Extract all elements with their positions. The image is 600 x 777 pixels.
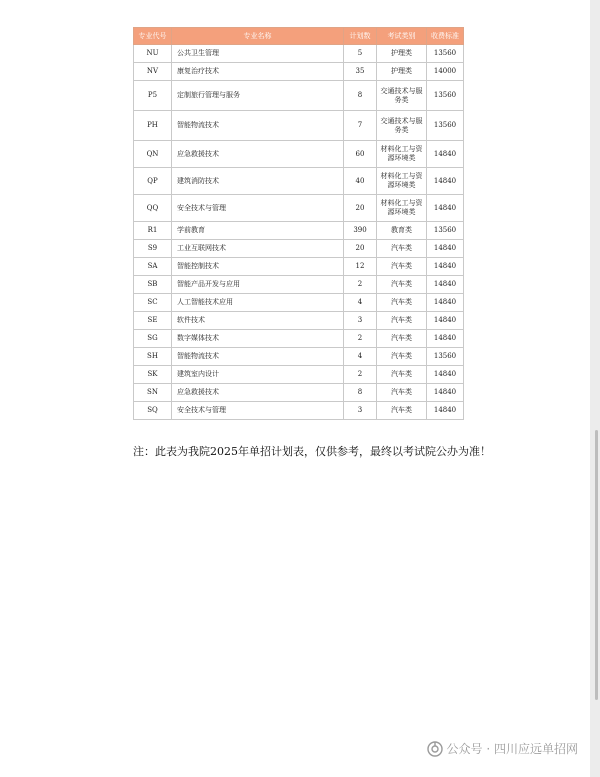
cell-category: 汽车类 [377, 366, 427, 384]
cell-name: 学前教育 [172, 222, 344, 240]
cell-category: 汽车类 [377, 384, 427, 402]
cell-plan: 3 [344, 402, 377, 420]
cell-fee: 14840 [427, 384, 464, 402]
cell-category: 汽车类 [377, 258, 427, 276]
table-row [134, 294, 464, 312]
wechat-icon [427, 741, 443, 757]
cell-plan: 40 [344, 168, 377, 195]
vertical-scrollbar[interactable] [595, 430, 598, 700]
cell-code: SG [134, 330, 172, 348]
cell-code: SQ [134, 402, 172, 420]
header-category: 考试类别 [377, 28, 427, 45]
wechat-source-watermark [427, 740, 578, 757]
cell-category: 教育类 [377, 222, 427, 240]
cell-fee: 13560 [427, 111, 464, 141]
footer-account-name: 公众号 · 四川应远单招网 [446, 742, 578, 756]
cell-fee: 14840 [427, 141, 464, 168]
cell-category: 交通技术与服务类 [377, 81, 427, 111]
cell-code: QP [134, 168, 172, 195]
cell-plan: 2 [344, 330, 377, 348]
cell-category: 汽车类 [377, 348, 427, 366]
table-row [134, 222, 464, 240]
table-row [134, 45, 464, 63]
cell-category: 汽车类 [377, 402, 427, 420]
table-row [134, 312, 464, 330]
cell-plan: 4 [344, 294, 377, 312]
header-code: 专业代号 [134, 28, 172, 45]
cell-code: SN [134, 384, 172, 402]
cell-plan: 20 [344, 240, 377, 258]
cell-name: 工业互联网技术 [172, 240, 344, 258]
cell-code: SB [134, 276, 172, 294]
cell-code: SK [134, 366, 172, 384]
cell-fee: 13560 [427, 222, 464, 240]
cell-plan: 35 [344, 63, 377, 81]
table-body [134, 45, 464, 420]
header-name: 专业名称 [172, 28, 344, 45]
footnote: 注：此表为我院2025年单招计划表，仅供参考，最终以考试院公办为准！ [133, 445, 491, 458]
table-row [134, 402, 464, 420]
cell-category: 汽车类 [377, 330, 427, 348]
cell-plan: 2 [344, 276, 377, 294]
cell-code: SC [134, 294, 172, 312]
cell-code: NV [134, 63, 172, 81]
cell-category: 材料化工与资源环境类 [377, 195, 427, 222]
cell-plan: 60 [344, 141, 377, 168]
cell-category: 材料化工与资源环境类 [377, 141, 427, 168]
cell-plan: 5 [344, 45, 377, 63]
cell-name: 智能控制技术 [172, 258, 344, 276]
cell-name: 数字媒体技术 [172, 330, 344, 348]
cell-plan: 8 [344, 81, 377, 111]
cell-name: 软件技术 [172, 312, 344, 330]
cell-plan: 12 [344, 258, 377, 276]
cell-fee: 14840 [427, 168, 464, 195]
cell-fee: 13560 [427, 81, 464, 111]
cell-code: QN [134, 141, 172, 168]
cell-fee: 14840 [427, 366, 464, 384]
table-row [134, 276, 464, 294]
cell-category: 汽车类 [377, 294, 427, 312]
cell-plan: 8 [344, 384, 377, 402]
cell-name: 智能物流技术 [172, 111, 344, 141]
cell-code: S9 [134, 240, 172, 258]
cell-fee: 14840 [427, 402, 464, 420]
table-row [134, 258, 464, 276]
table-row [134, 366, 464, 384]
cell-name: 应急救援技术 [172, 141, 344, 168]
cell-category: 汽车类 [377, 276, 427, 294]
cell-plan: 2 [344, 366, 377, 384]
table-row [134, 81, 464, 111]
cell-plan: 3 [344, 312, 377, 330]
table-row [134, 168, 464, 195]
header-fee: 收费标准 [427, 28, 464, 45]
cell-name: 公共卫生管理 [172, 45, 344, 63]
cell-fee: 13560 [427, 45, 464, 63]
cell-name: 建筑消防技术 [172, 168, 344, 195]
table-row [134, 348, 464, 366]
table-row [134, 111, 464, 141]
cell-name: 智能产品开发与应用 [172, 276, 344, 294]
cell-name: 安全技术与管理 [172, 402, 344, 420]
cell-name: 智能物流技术 [172, 348, 344, 366]
cell-plan: 20 [344, 195, 377, 222]
cell-category: 护理类 [377, 63, 427, 81]
cell-fee: 14000 [427, 63, 464, 81]
cell-category: 护理类 [377, 45, 427, 63]
cell-code: QQ [134, 195, 172, 222]
cell-code: PH [134, 111, 172, 141]
table-row [134, 384, 464, 402]
cell-code: P5 [134, 81, 172, 111]
cell-fee: 14840 [427, 240, 464, 258]
table-row [134, 330, 464, 348]
cell-category: 交通技术与服务类 [377, 111, 427, 141]
cell-name: 应急救援技术 [172, 384, 344, 402]
cell-plan: 390 [344, 222, 377, 240]
cell-category: 汽车类 [377, 240, 427, 258]
cell-code: SE [134, 312, 172, 330]
cell-name: 安全技术与管理 [172, 195, 344, 222]
table-row [134, 63, 464, 81]
cell-fee: 14840 [427, 258, 464, 276]
cell-plan: 4 [344, 348, 377, 366]
cell-code: R1 [134, 222, 172, 240]
cell-fee: 13560 [427, 348, 464, 366]
cell-name: 定制旅行管理与服务 [172, 81, 344, 111]
table-row [134, 240, 464, 258]
cell-fee: 14840 [427, 294, 464, 312]
cell-fee: 14840 [427, 312, 464, 330]
cell-code: SH [134, 348, 172, 366]
header-plan: 计划数 [344, 28, 377, 45]
cell-category: 汽车类 [377, 312, 427, 330]
table-row [134, 195, 464, 222]
cell-fee: 14840 [427, 276, 464, 294]
table-header-row [134, 28, 464, 45]
cell-code: SA [134, 258, 172, 276]
cell-name: 人工智能技术应用 [172, 294, 344, 312]
cell-category: 材料化工与资源环境类 [377, 168, 427, 195]
cell-fee: 14840 [427, 330, 464, 348]
cell-plan: 7 [344, 111, 377, 141]
cell-fee: 14840 [427, 195, 464, 222]
table-row [134, 141, 464, 168]
cell-code: NU [134, 45, 172, 63]
enrollment-plan-table [133, 27, 464, 420]
cell-name: 康复治疗技术 [172, 63, 344, 81]
cell-name: 建筑室内设计 [172, 366, 344, 384]
